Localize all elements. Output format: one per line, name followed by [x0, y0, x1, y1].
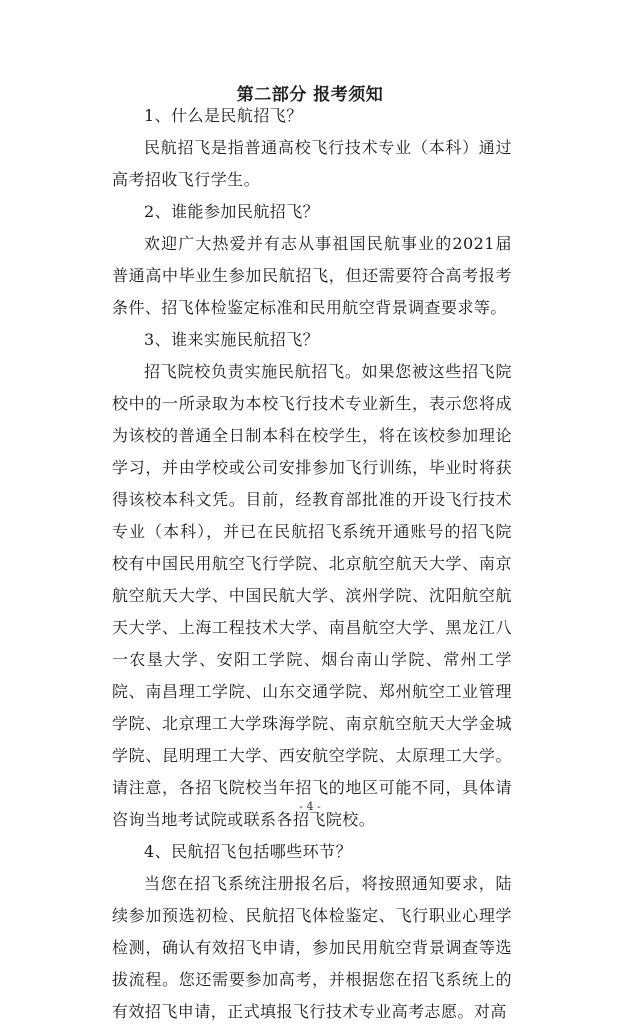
question-2-heading: 2、谁能参加民航招飞？ — [144, 202, 320, 221]
question-2-answer: 欢迎广大热爱并有志从事祖国民航事业的2021届普通高中毕业生参加民航招飞，但还需要符合高考报考条件、招飞体检鉴定标准和民用航空背景调查要求等。 — [112, 234, 512, 317]
question-1-answer: 民航招飞是指普通高校飞行技术专业（本科）通过高考招收飞行学生。 — [112, 138, 512, 189]
question-1-heading: 1、什么是民航招飞？ — [144, 106, 303, 125]
question-3-heading: 3、谁来实施民航招飞？ — [144, 330, 320, 349]
document-body — [112, 100, 512, 1028]
section-title: 第二部分 报考须知 — [236, 85, 384, 105]
page-number: - 4 - — [299, 800, 321, 813]
question-3-answer: 招飞院校负责实施民航招飞。如果您被这些招飞院校中的一所录取为本校飞行技术专业新生，表示您将成为该校的普通全日制本科在校学生，将在该校参加理论学习，并由学校或公司安排参加飞行训练，毕业时将获得该校本科文凭。目前，经教育部批准的开设飞行技术专业（本科），并已在民航招飞系统开通账号的招飞院校有中国民用航空飞行学院、北京航空航天大学、南京航空航天大学、中国民航大学、滨州学院、沈阳航空航天大学、上海工程技术大学、南昌航空大学、黑龙江八一农垦大学、安阳工学院、烟台南山学院、常州工学院、南昌理工学院、山东交通学院、郑州航空工业管理学院、北京理工大学珠海学院、南京航空航天大学金城学院、昆明理工大学、西安航空学院、太原理工大学。请注意，各招飞院校当年招飞的地区可能不同，具体请咨询当地考试院或联系各招飞院校。 — [112, 362, 512, 829]
question-4-heading: 4、民航招飞包括哪些环节？ — [144, 842, 353, 861]
question-4-answer: 当您在招飞系统注册报名后，将按照通知要求，陆续参加预选初检、民航招飞体检鉴定、飞行职业心理学检测，确认有效招飞申请，参加民用航空背景调查等选拔流程。您还需要参加高考，并根据您在招飞系统上的有效招飞申请，正式填报飞行技术专业高考志愿。对高 — [112, 874, 512, 1021]
